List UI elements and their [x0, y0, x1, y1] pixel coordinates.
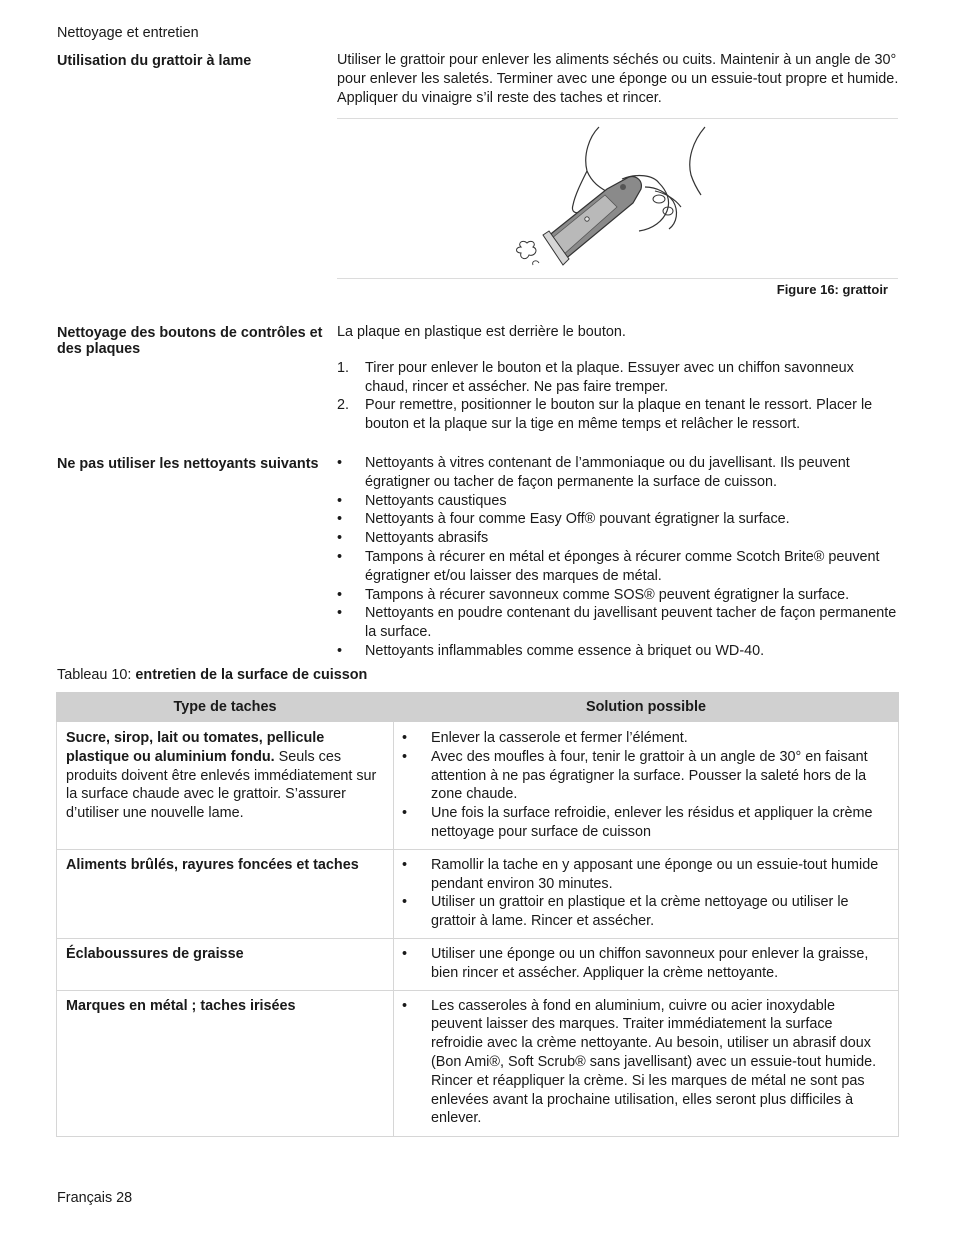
solution-text: Les casseroles à fond en aluminium, cuivre ou acier inoxydable peuvent laisser des marques. Traiter immédiatement la surface refroidie avec la crème nettoyante. Au besoin, utiliser un abrasif doux (Bon Ami®, Soft Scrub® sans javellisant) avec un essuie-tout humide. Rincer et réappliquer la crème. Si les marques de métal ne sont pas enlevées avant la prochaine utilisation, elles seront plus difficiles à enlever. [431, 997, 877, 1127]
bullet-icon: • [337, 492, 343, 509]
solution-item [402, 893, 888, 931]
solution-item [402, 997, 888, 1129]
figure-caption: Figure 16: grattoir [776, 282, 888, 297]
step-text: Pour remettre, positionner le bouton sur la plaque en tenant le ressort. Placer le bouton et la plaque sur la tige en même temps et relâcher le ressort. [365, 397, 873, 433]
bullet-icon: • [337, 511, 343, 528]
table-row [57, 938, 899, 990]
bullet-icon: • [402, 894, 408, 911]
stain-type-bold: Marques en métal ; taches irisées [66, 997, 296, 1014]
solution-text: Utiliser une éponge ou un chiffon savonneux pour enlever la graisse, bien rincer et assécher. Appliquer la crème nettoyante. [431, 945, 869, 981]
step-number: 2. [337, 397, 350, 414]
section-text-knobs [337, 323, 899, 434]
bullet-icon: • [402, 945, 408, 962]
bullet-icon: • [402, 856, 408, 873]
solution-item [402, 945, 888, 983]
section-list-avoid [337, 454, 899, 661]
step-number: 1. [337, 359, 350, 376]
list-item-text: Nettoyants inflammables comme essence à briquet ou WD-40. [365, 642, 765, 659]
figure-scraper [337, 118, 898, 279]
solution-item [402, 856, 888, 894]
list-item [337, 604, 899, 642]
column-header-type: Type de taches [57, 693, 394, 722]
section-heading-knobs: Nettoyage des boutons de contrôles et des plaques [57, 325, 323, 357]
bullet-icon: • [337, 455, 343, 471]
list-item-text: Nettoyants abrasifs [365, 530, 489, 547]
table-caption-prefix: Tableau 10: [57, 667, 136, 683]
section-heading-scraper: Utilisation du grattoir à lame [57, 53, 252, 69]
list-item [337, 492, 899, 511]
solution-cell [394, 938, 899, 990]
stain-type-cell [57, 722, 394, 850]
page-header: Nettoyage et entretien [57, 25, 199, 41]
stain-type-cell [57, 938, 394, 990]
bullet-icon: • [337, 586, 343, 603]
stain-type-bold: Aliments brûlés, rayures foncées et taches [66, 856, 359, 873]
page-footer: Français 28 [57, 1190, 133, 1206]
solution-cell [394, 990, 899, 1137]
solution-item [402, 804, 888, 842]
table-caption [57, 667, 367, 683]
bullet-icon: • [337, 642, 343, 659]
solution-text: Utiliser un grattoir en plastique et la crème nettoyage ou utiliser le grattoir à lame. Rincer et assécher. [431, 894, 849, 930]
table-row [57, 722, 899, 850]
list-item [337, 529, 899, 548]
list-item-text: Nettoyants à vitres contenant de l’ammoniaque ou du javellisant. Ils peuvent égratigner ou tacher de façon permanente la surface de cuisson. [365, 455, 850, 490]
bullet-icon: • [337, 605, 343, 622]
list-item [337, 510, 899, 529]
solution-text: Une fois la surface refroidie, enlever les résidus et appliquer la crème nettoyage pour surface de cuisson [431, 805, 873, 840]
solution-text: Enlever la casserole et fermer l’élément. [431, 730, 688, 746]
scraper-paragraph: Utiliser le grattoir pour enlever les aliments séchés ou cuits. Maintenir à un angle de 30° pour enlever les saletés. Terminer avec une éponge ou un essuie-tout propre et humide. Appliquer du vinaigre s’il reste des taches et rincer. [337, 52, 899, 106]
solution-text: Avec des moufles à four, tenir le grattoir à un angle de 30° en faisant attention à ne pas égratigner la surface. Pousser la saleté hors de la zone chaude. [431, 748, 868, 803]
stain-type-detail: Seuls ces produits doivent être enlevés immédiatement sur la surface chaude avec le grattoir. S’assurer d’utiliser une nouvelle lame. [66, 748, 377, 822]
solution-item [402, 729, 888, 748]
list-item-text: Nettoyants à four comme Easy Off® pouvant égratigner la surface. [365, 511, 790, 528]
stain-type-cell [57, 849, 394, 938]
list-item-text: Nettoyants caustiques [365, 492, 507, 509]
section-text-scraper [337, 51, 899, 107]
stain-type-bold: Sucre, sirop, lait ou tomates, pellicule plastique ou aluminium fondu. [66, 730, 325, 765]
table-row [57, 990, 899, 1137]
solution-cell [394, 722, 899, 850]
solution-item [402, 748, 888, 804]
stain-type-bold: Éclaboussures de graisse [66, 945, 244, 962]
step-item [337, 359, 899, 397]
solution-cell [394, 849, 899, 938]
knobs-intro: La plaque en plastique est derrière le bouton. [337, 324, 626, 340]
scraper-illustration [337, 119, 898, 277]
list-item [337, 454, 899, 492]
care-table [56, 692, 899, 1137]
bullet-icon: • [402, 997, 408, 1014]
bullet-icon: • [402, 730, 408, 746]
bullet-icon: • [337, 530, 343, 547]
list-item [337, 548, 899, 586]
step-item [337, 396, 899, 434]
stain-type-cell [57, 990, 394, 1137]
list-item [337, 586, 899, 605]
table-header-row [57, 693, 899, 722]
bullet-icon: • [337, 548, 343, 565]
table-caption-title: entretien de la surface de cuisson [135, 667, 368, 683]
bullet-icon: • [402, 748, 408, 765]
list-item-text: Nettoyants en poudre contenant du javellisant peuvent tacher de façon permanente la surface. [365, 605, 897, 641]
list-item [337, 642, 899, 661]
solution-text: Ramollir la tache en y apposant une éponge ou un essuie-tout humide pendant environ 30 minutes. [431, 856, 879, 892]
table-row [57, 849, 899, 938]
column-header-solution: Solution possible [394, 693, 899, 722]
section-heading-avoid: Ne pas utiliser les nettoyants suivants [57, 456, 319, 472]
bullet-icon: • [402, 805, 408, 822]
list-item-text: Tampons à récurer en métal et éponges à récurer comme Scotch Brite® peuvent égratigner et/ou laisser des marques de métal. [365, 548, 880, 584]
list-item-text: Tampons à récurer savonneux comme SOS® peuvent égratigner la surface. [365, 586, 850, 603]
step-text: Tirer pour enlever le bouton et la plaque. Essuyer avec un chiffon savonneux chaud, rincer et assécher. Ne pas faire tremper. [365, 359, 854, 395]
